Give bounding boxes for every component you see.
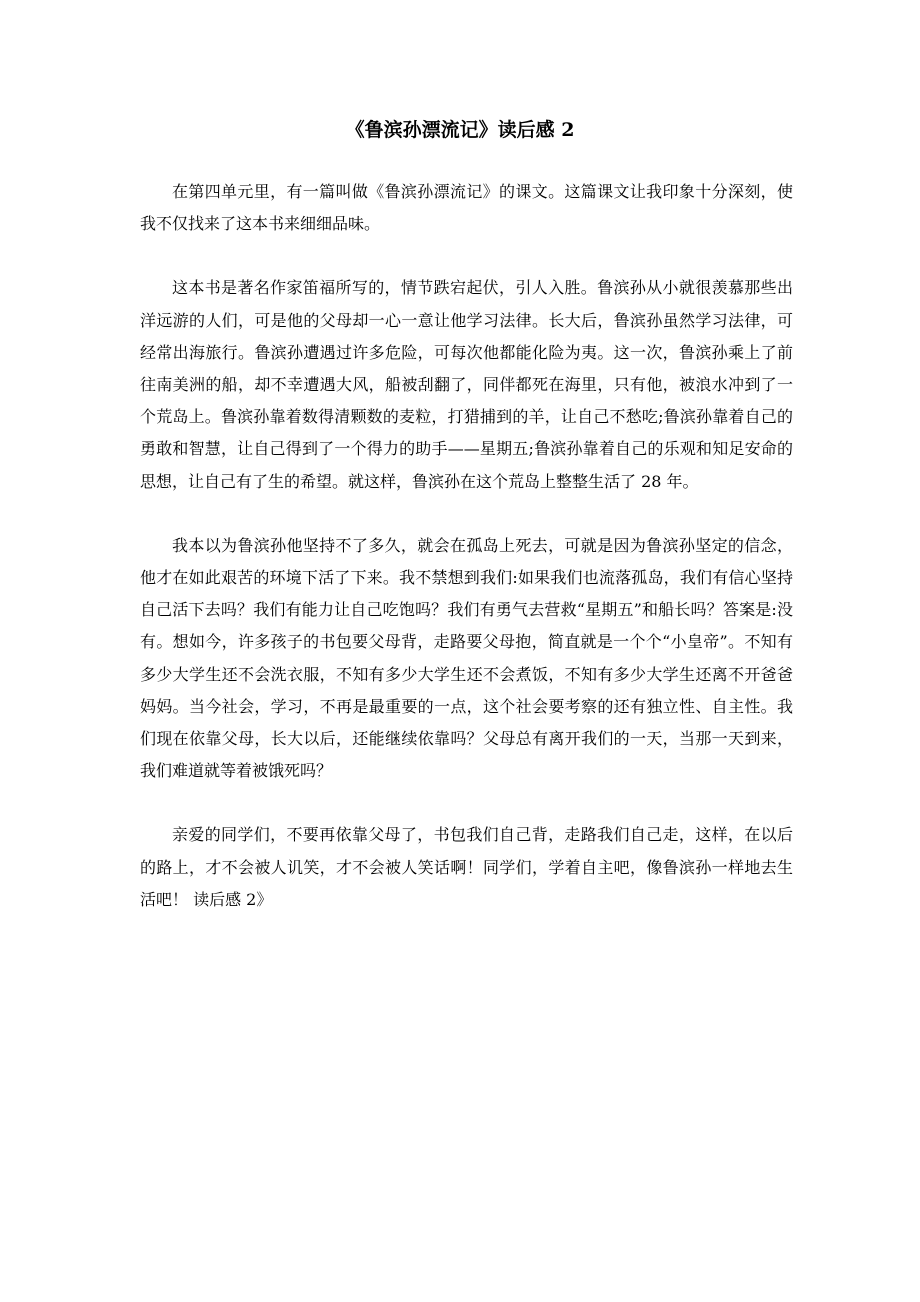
paragraph-3: 我本以为鲁滨孙他坚持不了多久，就会在孤岛上死去，可就是因为鲁滨孙坚定的信念，他才在如此艰苦的环境下活了下来。我不禁想到我们:如果我们也流落孤岛，我们有信心坚持自己活下去吗？我们有能力让自己吃饱吗？我们有勇气去营救“星期五”和船长吗？答案是:没有。想如今，许多孩子的书包要父母背，走路要父母抱，简直就是一个个“小皇帝”。不知有多少大学生还不会洗衣服，不知有多少大学生还不会煮饭，不知有多少大学生还离不开爸爸妈妈。当今社会，学习，不再是最重要的一点，这个社会要考察的还有独立性、自主性。我们现在依靠父母，长大以后，还能继续依靠吗？父母总有离开我们的一天，当那一天到来，我们难道就等着被饿死吗？ (140, 535, 793, 781)
paragraph-2: 这本书是著名作家笛福所写的，情节跌宕起伏，引人入胜。鲁滨孙从小就很羡慕那些出洋远游的人们，可是他的父母却一心一意让他学习法律。长大后，鲁滨孙虽然学习法律，可经常出海旅行。鲁滨孙遭遇过许多危险，可每次他都能化险为夷。这一次，鲁滨孙乘上了前往南美洲的船，却不幸遭遇大风，船被刮翻了，同伴都死在海里，只有他，被浪水冲到了一个荒岛上。鲁滨孙靠着数得清颗数的麦粒，打猎捕到的羊，让自己不愁吃;鲁滨孙靠着自己的勇敢和智慧，让自己得到了一个得力的助手——星期五;鲁滨孙靠着自己的乐观和知足安命的思想，让自己有了生的希望。就这样，鲁滨孙在这个荒岛上整整生活了 28 年。 (140, 278, 793, 491)
paragraph-1: 在第四单元里，有一篇叫做《鲁滨孙漂流记》的课文。这篇课文让我印象十分深刻，使我不仅找来了这本书来细细品味。 (140, 182, 793, 234)
document-body (140, 176, 793, 948)
document-title: 《鲁滨孙漂流记》读后感 2 (345, 119, 575, 141)
paragraph-4: 亲爱的同学们，不要再依靠父母了，书包我们自己背，走路我们自己走，这样，在以后的路上，才不会被人讥笑，才不会被人笑话啊！同学们，学着自主吧，像鲁滨孙一样地去生活吧！ 读后感 2》 (140, 825, 793, 909)
